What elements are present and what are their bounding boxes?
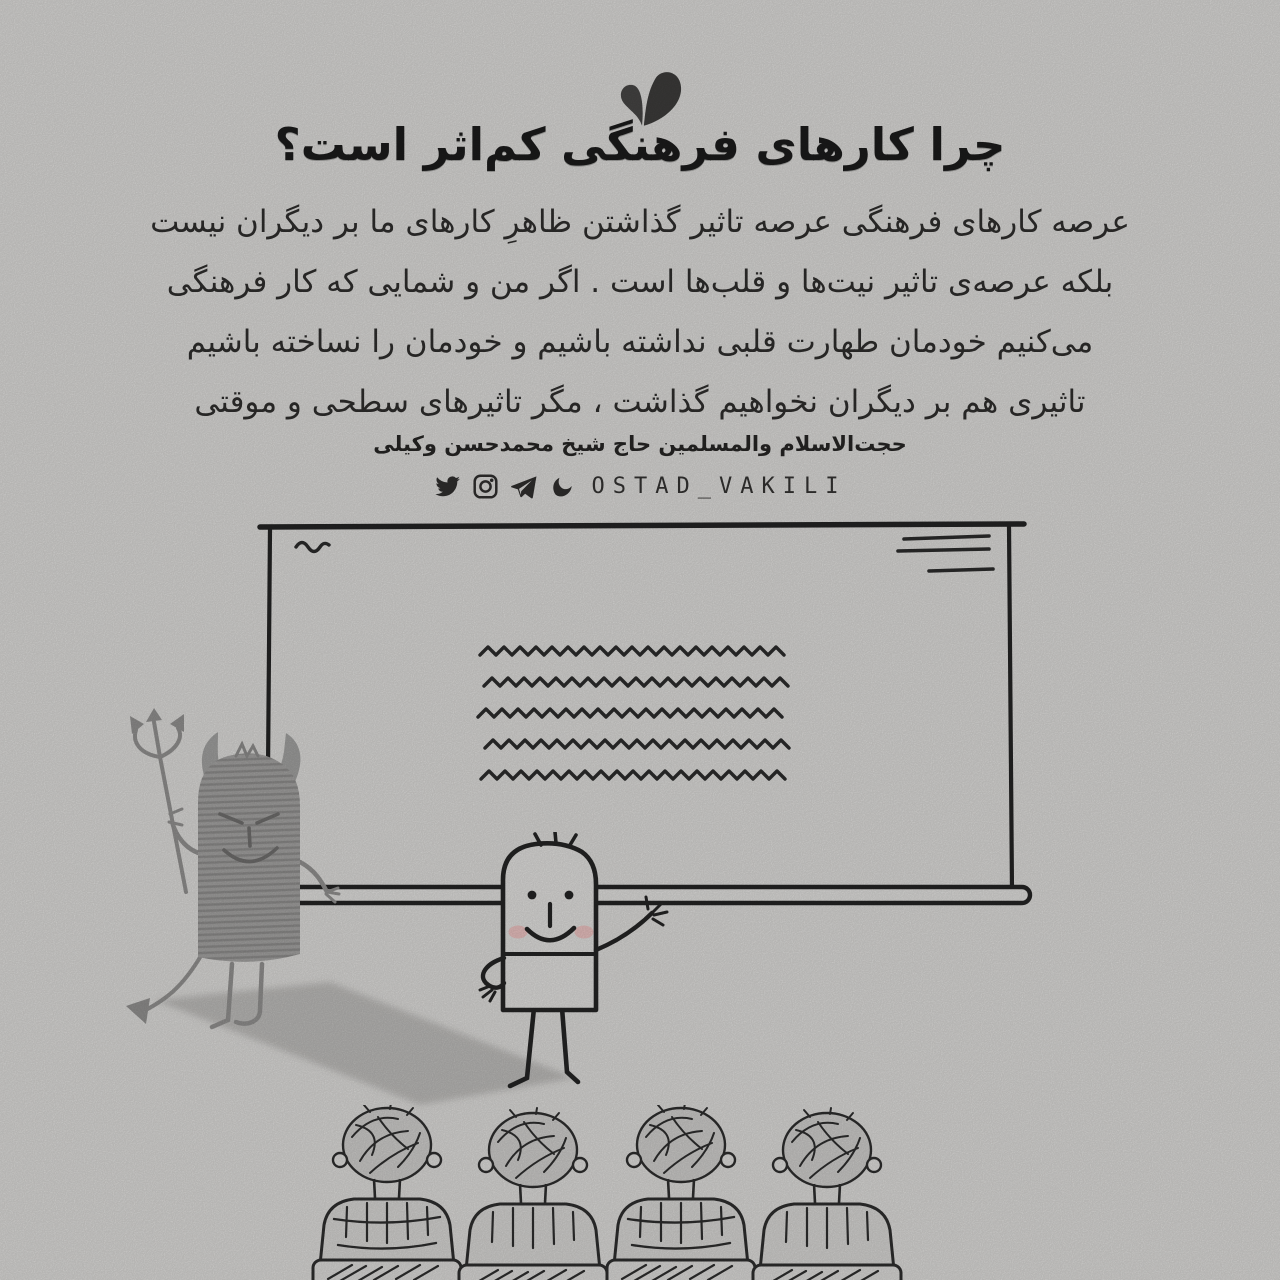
devil-tail — [126, 954, 202, 1024]
presenter-blush-left — [509, 926, 528, 939]
quote-line-4: تاثیری هم بر دیگران نخواهیم گذاشت ، مگر تاثیرهای سطحی و موقتی — [194, 384, 1086, 420]
board-wavy-writing — [478, 647, 789, 779]
soroush-icon — [549, 473, 575, 500]
student-4 — [753, 1108, 901, 1280]
student-2 — [459, 1108, 607, 1280]
student-3 — [607, 1105, 755, 1280]
presenter-character — [448, 832, 693, 1117]
board-squiggle-top-left — [296, 543, 329, 552]
trident-icon — [130, 708, 186, 892]
social-handle: OSTAD_VAKILI — [591, 473, 847, 499]
presenter-blush-right — [575, 926, 594, 939]
attribution-line: حجت‌الاسلام والمسلمین حاج شیخ محمدحسن وکیلی — [373, 432, 907, 456]
board-lines-top-right — [898, 536, 993, 571]
devil-body — [198, 753, 300, 962]
presenter-hair — [535, 832, 576, 845]
devil-character — [110, 702, 350, 1047]
social-row — [0, 468, 1280, 504]
student-1 — [313, 1105, 461, 1280]
students-row — [300, 1105, 970, 1280]
instagram-icon — [472, 473, 499, 500]
telegram-icon — [510, 473, 538, 500]
quote-line-3: می‌کنیم خودمان طهارت قلبی نداشته باشیم و خودمان را نساخته باشیم — [186, 324, 1094, 360]
quote-text — [40, 192, 1240, 432]
presenter-legs — [510, 1008, 578, 1086]
quote-line-2: بلکه عرصه‌ی تاثیر نیت‌ها و قلب‌ها است . اگر من و شمایی که کار فرهنگی — [166, 264, 1114, 300]
quote-line-1: عرصه کارهای فرهنگی عرصه تاثیر گذاشتن ظاهرِ کارهای ما بر دیگران نیست — [150, 204, 1130, 240]
twitter-icon — [434, 473, 461, 500]
poster-title: چرا کارهای فرهنگی کم‌اثر است؟ — [274, 118, 1006, 171]
devil-legs — [212, 964, 262, 1027]
